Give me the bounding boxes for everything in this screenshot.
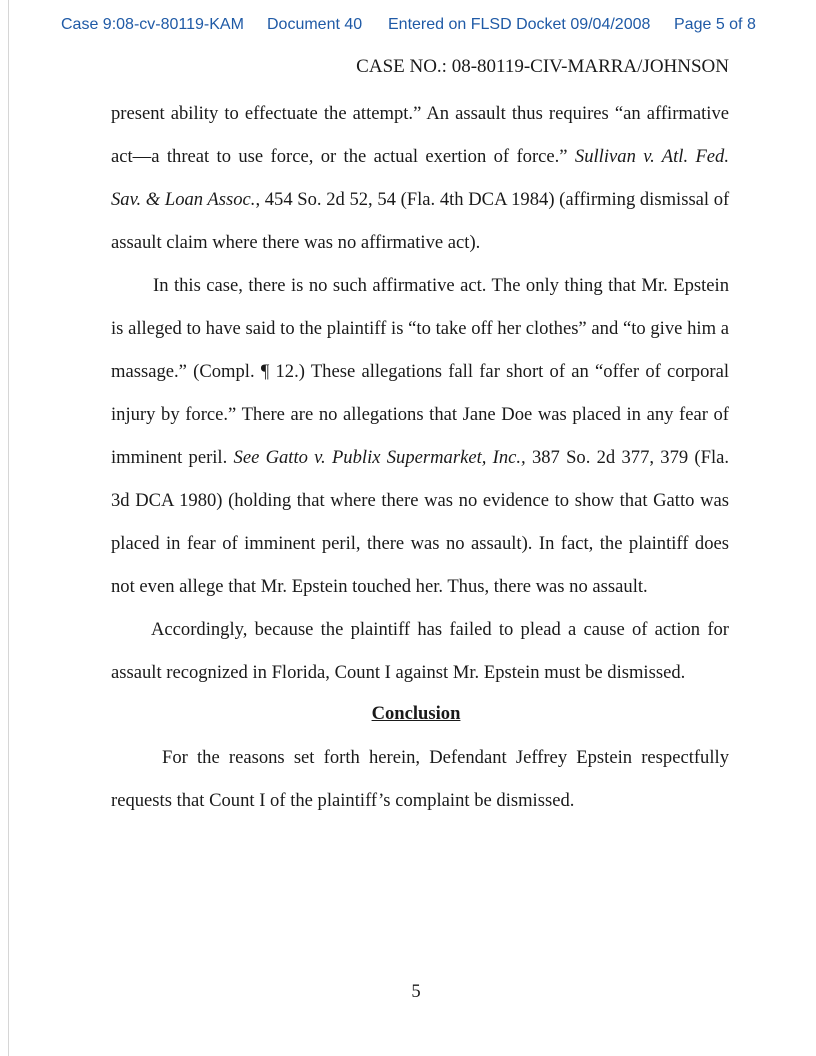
paragraph-1-line-1: present ability to effectuate the attempt.” An assault thus requires “an affirmative — [111, 103, 729, 124]
paragraph-3-line-1: Accordingly, because the plaintiff has failed to plead a cause of action for — [151, 619, 729, 640]
paragraph-2-line-2: is alleged to have said to the plaintiff is “to take off her clothes” and “to give him a — [111, 318, 729, 339]
text-run: 387 So. 2d 377, 379 (Fla. — [531, 447, 730, 468]
text-run: imminent peril. — [111, 447, 228, 468]
text-run: act—a threat to use force, or the actual exertion of force.” — [111, 146, 568, 167]
paragraph-2-line-7: placed in fear of imminent peril, there was no assault). In fact, the plaintiff does — [111, 533, 729, 554]
paragraph-2-line-6: 3d DCA 1980) (holding that where there was no evidence to show that Gatto was — [111, 490, 729, 511]
page-count-stamp: Page 5 of 8 — [674, 16, 756, 33]
paragraph-2-line-4: injury by force.” There are no allegations that Jane Doe was placed in any fear of — [111, 404, 729, 425]
citation-sullivan: Sullivan v. Atl. Fed. — [574, 146, 730, 167]
page-number: 5 — [411, 981, 421, 1002]
paragraph-4-line-2: requests that Count I of the plaintiff’s complaint be dismissed. — [111, 790, 575, 811]
ecf-header — [0, 16, 816, 38]
citation-sullivan-cont: Sav. & Loan Assoc. — [111, 189, 256, 210]
paragraph-1-line-4: assault claim where there was no affirmative act). — [111, 232, 481, 253]
page-edge-rule — [8, 0, 9, 1056]
paragraph-2-line-8: not even allege that Mr. Epstein touched her. Thus, there was no assault. — [111, 576, 648, 597]
paragraph-1-line-3 — [111, 188, 729, 212]
citation-gatto: See Gatto v. Publix Supermarket, Inc., — [233, 447, 526, 468]
conclusion-heading: Conclusion — [371, 703, 461, 724]
docket-entry-stamp: Entered on FLSD Docket 09/04/2008 — [388, 16, 651, 33]
case-number-stamp: Case 9:08-cv-80119-KAM — [61, 16, 244, 33]
document-number-stamp: Document 40 — [267, 16, 363, 33]
text-run: , 454 So. 2d 52, 54 (Fla. 4th DCA 1984) (affirming dismissal of — [255, 189, 730, 210]
paragraph-2-line-3: massage.” (Compl. ¶ 12.) These allegations fall far short of an “offer of corporal — [111, 361, 729, 382]
paragraph-3-line-2: assault recognized in Florida, Count I against Mr. Epstein must be dismissed. — [111, 662, 686, 683]
paragraph-4-line-1: For the reasons set forth herein, Defendant Jeffrey Epstein respectfully — [162, 747, 729, 768]
paragraph-2-line-1: In this case, there is no such affirmative act. The only thing that Mr. Epstein — [153, 275, 729, 296]
paragraph-2-line-5 — [111, 446, 729, 470]
paragraph-1-line-2 — [111, 145, 729, 169]
case-caption: CASE NO.: 08-80119-CIV-MARRA/JOHNSON — [356, 56, 729, 77]
